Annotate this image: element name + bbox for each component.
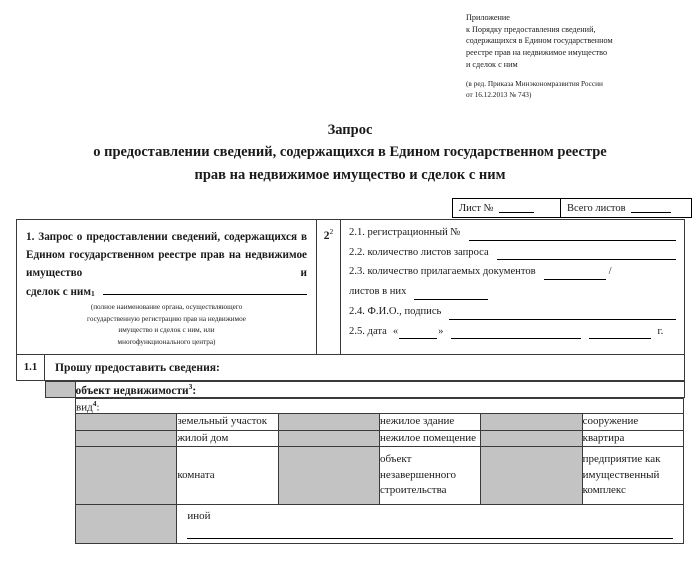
- other-type-wrap: [177, 505, 683, 543]
- checkbox-obekt-nezavershennogo-stroitelstva[interactable]: [278, 446, 379, 504]
- checkbox-komnata[interactable]: [76, 446, 177, 504]
- field-date: [349, 326, 676, 340]
- annex-edition-line: (в ред. Приказа Минэкономразвития России: [466, 79, 603, 89]
- field-label: 2.4. Ф.И.О., подпись: [349, 305, 442, 317]
- object-colon: :: [192, 384, 197, 397]
- section-1-note-line: многофункционального центра): [117, 337, 216, 346]
- section-1-organ-input[interactable]: [103, 284, 307, 295]
- field-label: 2.2. количество листов запроса: [349, 246, 489, 258]
- vid-text: вид: [76, 401, 93, 414]
- attached-docs-slash: /: [608, 266, 612, 278]
- section-1-heading: [26, 228, 307, 282]
- checkbox-sooruzhenie[interactable]: [481, 414, 582, 430]
- title-line-1: Запрос: [327, 122, 373, 138]
- field-label: 2.1. регистрационный №: [349, 227, 461, 238]
- registration-number-input[interactable]: [469, 230, 676, 241]
- date-day-input[interactable]: [399, 328, 437, 339]
- section-1-note-line: имущество и сделок с ним, или: [118, 326, 215, 335]
- total-sheets-input[interactable]: [631, 203, 671, 213]
- checkbox-nezhiloe-zdanie[interactable]: [278, 414, 379, 430]
- checkbox-zhiloy-dom[interactable]: [76, 430, 177, 446]
- section-1-heading-tail: сделок с ним: [26, 286, 91, 299]
- spacer-cell: [45, 397, 75, 544]
- object-footnote-marker: 3: [188, 381, 193, 391]
- type-label: комната: [177, 446, 278, 504]
- title-line-3: прав на недвижимое имущество и сделок с ним: [194, 166, 506, 183]
- type-label: объект незавершенного строительства: [379, 446, 480, 504]
- field-label: 2.3. количество прилагаемых документов: [349, 266, 536, 278]
- total-sheets-box[interactable]: [560, 198, 692, 218]
- spacer-cell: [17, 380, 45, 543]
- other-type-input[interactable]: [187, 524, 673, 539]
- object-header-row: [45, 381, 684, 397]
- object-realty-label: [75, 381, 684, 397]
- annex-edition-line: от 16.12.2013 № 743): [466, 89, 532, 99]
- field-attached-docs: [349, 266, 676, 280]
- field-registration-number: [349, 227, 676, 241]
- vid-grid: [75, 398, 684, 544]
- section-1-note-line: государственную регистрацию прав на недвижимое: [87, 314, 246, 323]
- quote-close: »: [438, 325, 444, 337]
- quote-open: «: [392, 325, 399, 337]
- section-1-cell: [17, 220, 317, 355]
- type-label: предприятие как имущественный комплекс: [582, 446, 683, 504]
- field-sheets-in-docs: [349, 286, 676, 300]
- annex-header: [466, 12, 694, 100]
- type-label: жилой дом: [177, 430, 278, 446]
- annex-line: к Порядку предоставления сведений,: [466, 24, 596, 34]
- checkbox-kvartira[interactable]: [481, 430, 582, 446]
- table-row-sections: [17, 220, 685, 355]
- page-title: [20, 119, 680, 186]
- sheet-number-input[interactable]: [499, 203, 534, 213]
- section-1-footnote-marker: 1: [90, 289, 95, 299]
- section-1-number: 1.: [26, 231, 35, 243]
- other-type-label: иной: [187, 509, 211, 522]
- date-year-input[interactable]: [589, 328, 651, 339]
- type-row: [76, 446, 684, 504]
- field-fio-signature: [349, 306, 676, 320]
- type-row-other: [76, 504, 684, 543]
- type-label: нежилое здание: [379, 414, 480, 430]
- date-label: 2.5. дата: [349, 325, 387, 337]
- sheets-in-docs-input[interactable]: [414, 289, 488, 300]
- sheet-header: [452, 198, 692, 218]
- type-label: квартира: [582, 430, 683, 446]
- table-row-object: [17, 380, 685, 543]
- sheet-count-input[interactable]: [497, 249, 676, 260]
- annex-line: содержащихся в Едином государственном: [466, 36, 613, 46]
- sheet-number-label: Лист №: [459, 202, 494, 214]
- row-1-1-text: Прошу предоставить сведения:: [45, 354, 685, 380]
- field-sheet-count: [349, 247, 676, 261]
- annex-line: реестре прав на недвижимое имущество: [466, 47, 608, 57]
- section-2-number: 2: [323, 229, 330, 242]
- section-2-cell: [341, 220, 685, 355]
- section-1-heading-text: Запрос о предоставлении сведений, содержащихся в Едином государственном реестре прав на недвижимое имущество и: [26, 231, 308, 280]
- vid-label-row: [76, 398, 684, 414]
- sheet-number-box[interactable]: [452, 198, 560, 218]
- vid-colon: :: [96, 401, 100, 414]
- object-realty-text: объект недвижимости: [75, 384, 189, 397]
- vid-row: [45, 397, 684, 544]
- section-2-footnote-marker: 2: [329, 227, 334, 236]
- section-1-note-line: (полное наименование органа, осуществляющего: [90, 303, 243, 312]
- field-label: листов в них: [349, 286, 407, 298]
- type-row: [76, 430, 684, 446]
- object-grid: [45, 381, 685, 544]
- year-suffix: г.: [657, 325, 664, 337]
- checkbox-object-realty[interactable]: [45, 381, 75, 397]
- type-row: [76, 414, 684, 430]
- type-label: земельный участок: [177, 414, 278, 430]
- checkbox-predpriyatie-kompleks[interactable]: [481, 446, 582, 504]
- annex-edition-note: [466, 79, 694, 100]
- vid-label: [76, 398, 684, 414]
- section-1-note: [26, 302, 307, 348]
- row-number-1-1: 1.1: [17, 354, 45, 380]
- checkbox-inoy[interactable]: [76, 504, 177, 543]
- type-label: сооружение: [582, 414, 683, 430]
- section-1-heading-lastline: [26, 284, 307, 298]
- vid-footnote-marker: 4: [92, 398, 97, 408]
- other-type-cell: [177, 504, 684, 543]
- type-label: нежилое помещение: [379, 430, 480, 446]
- request-form-table: [16, 219, 685, 544]
- total-sheets-label: Всего листов: [567, 202, 626, 214]
- annex-line: Приложение: [466, 13, 510, 22]
- object-section-cell: [45, 380, 685, 543]
- checkbox-zemelny-uchastok[interactable]: [76, 414, 177, 430]
- date-month-input[interactable]: [451, 328, 581, 339]
- table-row-1-1: [17, 354, 685, 380]
- title-line-2: о предоставлении сведений, содержащихся в Едином государственном реестре: [93, 144, 607, 161]
- checkbox-nezhiloe-pomeshchenie[interactable]: [278, 430, 379, 446]
- attached-docs-input[interactable]: [544, 269, 606, 280]
- fio-signature-input[interactable]: [449, 309, 676, 320]
- section-2-number-cell: [317, 220, 341, 355]
- annex-line: и сделок с ним: [466, 59, 518, 69]
- vid-section-cell: [75, 397, 684, 544]
